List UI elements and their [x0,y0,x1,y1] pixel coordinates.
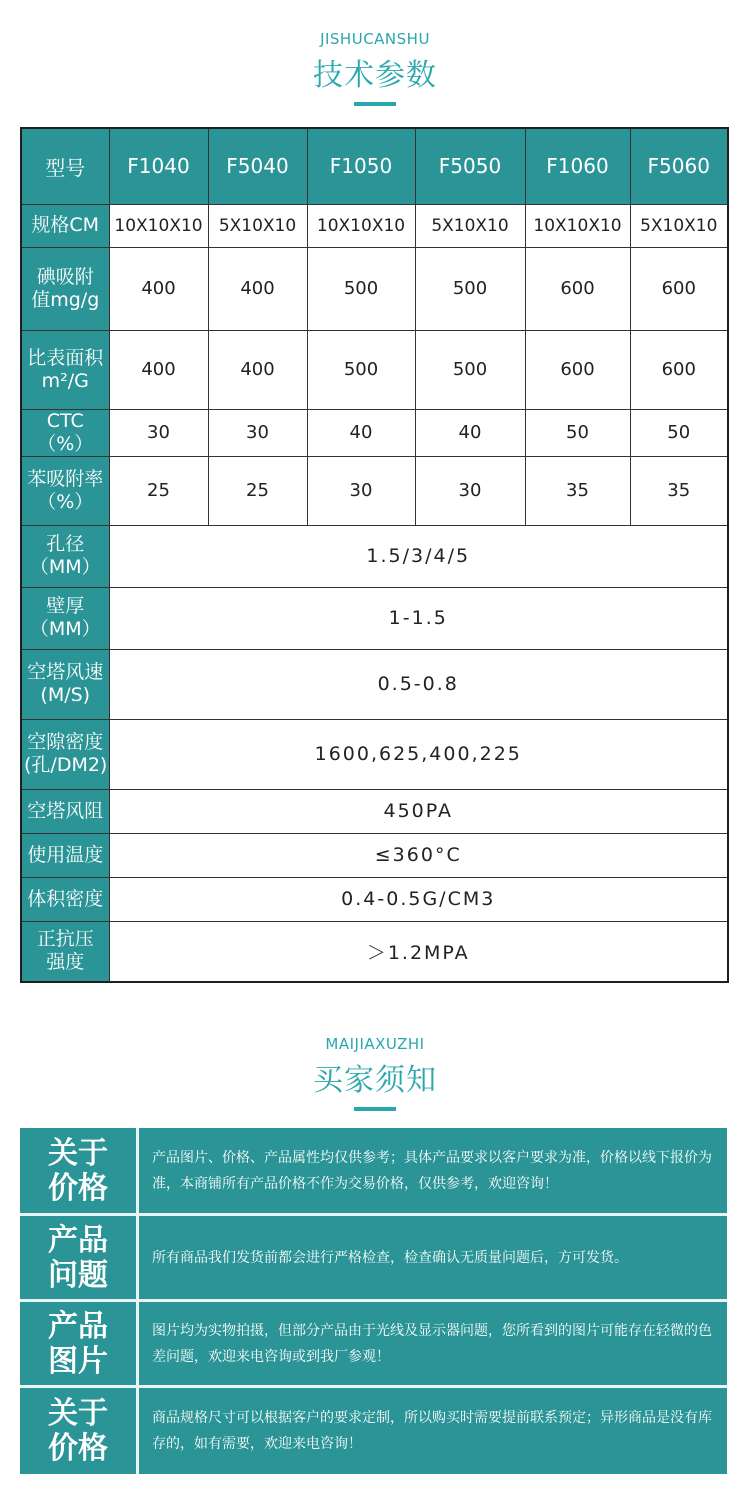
header-cell: F1050 [307,128,415,204]
spec-header-row [21,128,728,204]
table-cell: 40 [415,409,525,456]
row-label-line: 强度 [46,951,85,974]
notice-row-title [20,1388,136,1474]
notice-row-text [152,1128,717,1213]
row-label-line: 比表面积 [27,346,104,369]
header-cell: F5050 [415,128,525,204]
row-label [21,525,109,587]
row-label-line: （MM） [29,618,101,640]
spec-row-strength [21,921,728,982]
spec-row-bulk-density [21,877,728,921]
row-label-line: 空塔风阻 [27,799,104,822]
row-label-line: (M/S) [40,684,91,706]
spec-row-surface [21,330,728,409]
notice-title-line: 问题 [48,1257,108,1293]
notice-title-underline [354,1107,396,1111]
table-cell: 50 [630,409,728,456]
row-label [21,456,109,525]
notice-divider [136,1216,139,1299]
spec-row-pore [21,525,728,587]
table-cell: 35 [630,456,728,525]
merged-value-cell: ≤360°C [109,833,728,877]
notice-row-title [20,1302,136,1385]
notice-text: 图片均为实物拍摄，但部分产品由于光线及显示器问题，您所看到的图片可能存在轻微的色差问题，欢迎来电咨询或到我厂参观！ [152,1322,712,1365]
spec-row-airspeed [21,649,728,719]
notice-divider [136,1128,139,1213]
spec-row-benzene [21,456,728,525]
table-cell: 25 [208,456,307,525]
notice-row-images [20,1302,727,1385]
row-label [21,587,109,649]
merged-value-cell: 0.5-0.8 [109,649,728,719]
row-label-line: 壁厚 [46,595,85,617]
notice-title-line: 价格 [48,1170,108,1206]
table-cell: 5X10X10 [208,204,307,247]
notice-row-title [20,1216,136,1299]
notice-text: 商品规格尺寸可以根据客户的要求定制，所以购买时需要提前联系预定；异形商品是没有库存的，如有需要，欢迎来电咨询！ [152,1410,712,1452]
row-label [21,247,109,330]
table-cell: 400 [109,247,208,330]
notice-section-heading [0,1035,750,1111]
notice-title: 买家须知 [313,1063,437,1098]
table-cell: 50 [525,409,630,456]
row-label [21,921,109,982]
row-label-line: 正抗压 [36,928,94,951]
row-label-line: 孔径 [46,533,85,555]
row-label-line: 空塔风速 [27,661,104,683]
row-label [21,649,109,719]
row-label-line: 体积密度 [27,887,104,910]
notice-title-line: 图片 [48,1343,108,1379]
notice-row-text [152,1388,717,1474]
notice-row-title [20,1128,136,1213]
row-label [21,833,109,877]
notice-divider [136,1302,139,1385]
merged-value-cell: 1.5/3/4/5 [109,525,728,587]
table-cell: 400 [208,247,307,330]
table-cell: 600 [525,330,630,409]
row-label [21,719,109,789]
spec-section-heading [0,30,750,106]
spec-table [20,127,729,983]
notice-row-text [152,1302,717,1385]
table-cell: 10X10X10 [109,204,208,247]
table-cell: 30 [307,456,415,525]
row-label-line: 值mg/g [31,288,100,311]
spec-row-iodine [21,247,728,330]
table-cell: 30 [415,456,525,525]
row-label [21,330,109,409]
table-cell: 400 [109,330,208,409]
row-label-line: 使用温度 [27,843,104,866]
spec-title-underline [354,102,396,106]
row-label-line: 苯吸附率 [27,467,104,490]
table-cell: 10X10X10 [525,204,630,247]
table-cell: 600 [630,330,728,409]
table-cell: 5X10X10 [415,204,525,247]
spec-subtitle: JISHUCANSHU [320,30,430,48]
merged-value-cell: 1-1.5 [109,587,728,649]
notice-title-line: 产品 [48,1222,108,1258]
merged-value-cell: 450PA [109,789,728,833]
header-cell: F1040 [109,128,208,204]
header-cell-model: 型号 [21,128,109,204]
notice-row-custom [20,1388,727,1474]
notice-subtitle: MAIJIAXUZHI [325,1035,425,1053]
table-cell: 500 [307,247,415,330]
merged-value-cell: 0.4-0.5G/CM3 [109,877,728,921]
table-cell: 400 [208,330,307,409]
notice-title-line: 关于 [48,1396,108,1431]
buyer-notice-panel [20,1128,727,1474]
notice-title-line: 关于 [48,1135,108,1171]
row-label [21,877,109,921]
notice-text: 产品图片、价格、产品属性均仅供参考；具体产品要求以客户要求为准，价格以线下报价为准，本商铺所有产品价格不作为交易价格，仅供参考，欢迎咨询！ [152,1149,712,1192]
notice-row-text [152,1216,717,1299]
table-cell: 40 [307,409,415,456]
notice-text: 所有商品我们发货前都会进行严格检查，检查确认无质量问题后，方可发货。 [152,1249,628,1266]
row-label-line: (孔/DM2) [24,754,108,776]
row-label-line: 空隙密度 [27,731,104,753]
table-cell: 30 [109,409,208,456]
table-cell: 25 [109,456,208,525]
header-cell: F5040 [208,128,307,204]
row-label-line: （MM） [29,556,101,578]
spec-row-size [21,204,728,247]
notice-title-line: 价格 [48,1431,108,1466]
row-label: CTC（%） [21,409,109,456]
spec-row-temperature [21,833,728,877]
row-label-line: （%） [37,490,94,513]
spec-row-cell-density [21,719,728,789]
row-label: 规格CM [21,204,109,247]
row-label [21,789,109,833]
merged-value-cell: ＞1.2MPA [109,921,728,982]
spec-title: 技术参数 [313,58,437,93]
merged-value-cell: 1600,625,400,225 [109,719,728,789]
header-cell: F5060 [630,128,728,204]
table-cell: 600 [525,247,630,330]
table-cell: 35 [525,456,630,525]
table-cell: 600 [630,247,728,330]
header-cell: F1060 [525,128,630,204]
table-cell: 500 [307,330,415,409]
notice-title-line: 产品 [48,1308,108,1344]
table-cell: 500 [415,330,525,409]
table-cell: 500 [415,247,525,330]
row-label-line: 碘吸附 [36,265,94,288]
spec-row-ctc [21,409,728,456]
notice-row-quality [20,1216,727,1299]
spec-row-resistance [21,789,728,833]
spec-row-wall [21,587,728,649]
table-cell: 30 [208,409,307,456]
notice-row-price [20,1128,727,1213]
table-cell: 10X10X10 [307,204,415,247]
notice-divider [136,1388,139,1474]
table-cell: 5X10X10 [630,204,728,247]
row-label-line: m²/G [41,369,89,392]
